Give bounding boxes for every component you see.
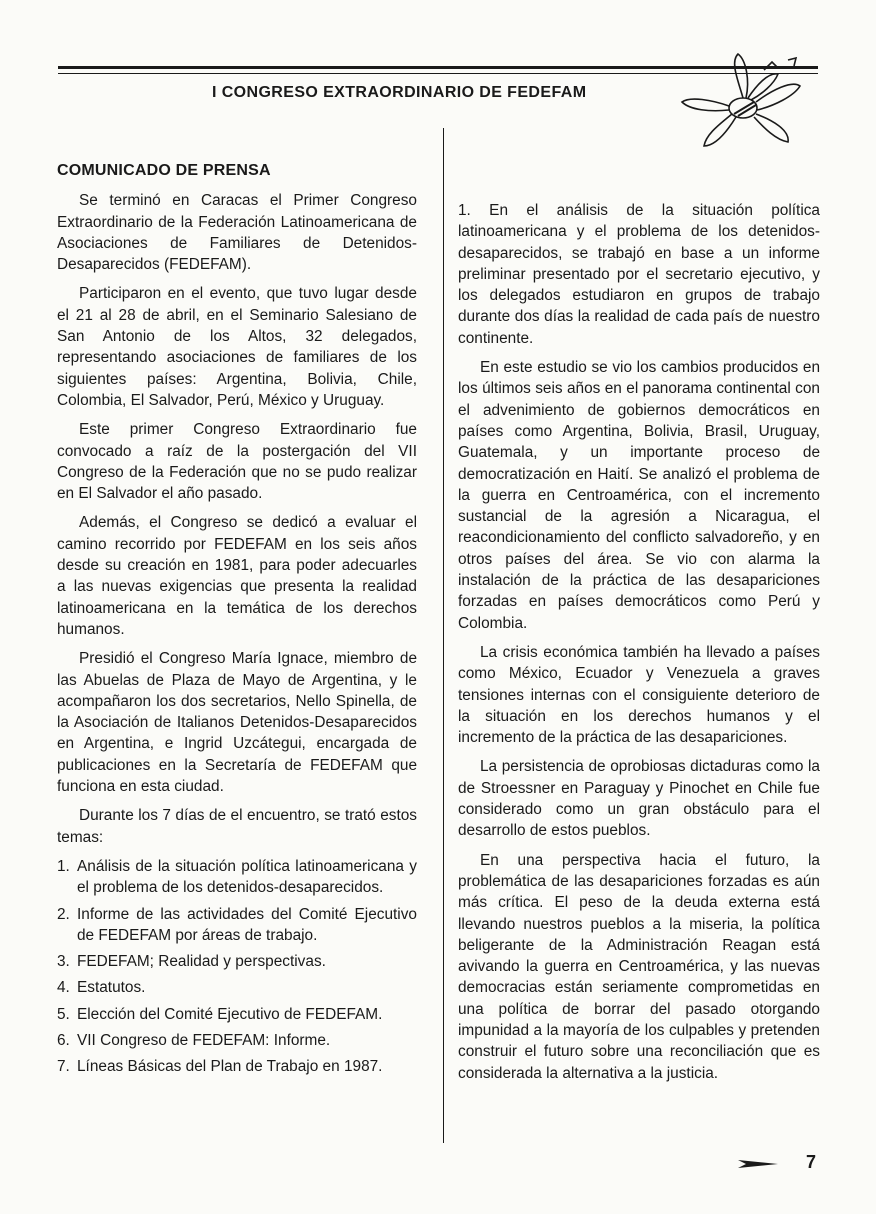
- fedefam-logo-icon: [668, 50, 818, 160]
- paragraph: La persistencia de oprobiosas dictaduras como la de Stroessner en Paraguay y Pinochet en Chile fue considerado como un gran obstáculo para el desarrollo de estos pueblos.: [458, 758, 820, 840]
- paragraph: Participaron en el evento, que tuvo lugar desde el 21 al 28 de abril, en el Seminario Salesiano de San Antonio de los Altos, 32 delegados, representando asociaciones de familiares de los siguientes países: Argentina, Bolivia, Chile, Colombia, El Salvador, Perú, México y Uruguay.: [57, 285, 417, 409]
- list-item: [57, 1030, 417, 1051]
- paragraph: Este primer Congreso Extraordinario fue convocado a raíz de la postergación del VII Congreso de la Federación que no se pudo realizar en El Salvador el año pasado.: [57, 421, 417, 503]
- list-item: [57, 951, 417, 972]
- page-title: I CONGRESO EXTRAORDINARIO DE FEDEFAM: [212, 84, 587, 101]
- paragraph: Se terminó en Caracas el Primer Congreso Extraordinario de la Federación Latinoamericana de Asociaciones de Familiares de Detenidos-Desaparecidos (FEDEFAM).: [57, 192, 417, 274]
- arrow-right-icon: [738, 1158, 778, 1170]
- list-number: 3.: [57, 953, 70, 971]
- list-number: 6.: [57, 1031, 70, 1049]
- paragraph: En una perspectiva hacia el futuro, la problemática de las desapariciones forzadas es aún más crítica. El peso de la deuda externa está llevando nuestros pueblos a la miseria, la política beligerante de la Administración Reagan está avivando la guerra en Centroamérica, y las nuevas democracias están seriamente comprometidas en una política de borrar del pasado otorgando impunidad a la mayoría de los culpables y pretenden construir el futuro sobre una reconciliación que es considerada la alternativa a la justicia.: [458, 851, 820, 1082]
- paragraph: Durante los 7 días de el encuentro, se trató estos temas:: [57, 807, 417, 846]
- list-item: [57, 1004, 417, 1025]
- list-text: FEDEFAM; Realidad y perspectivas.: [77, 953, 326, 971]
- paragraph: La crisis económica también ha llevado a países como México, Ecuador y Venezuela a graves tensiones internas con el consiguiente deterioro de la situación en los derechos humanos y el incremento de la práctica de las desapariciones.: [458, 643, 820, 747]
- list-text: Líneas Básicas del Plan de Trabajo en 1987.: [77, 1058, 383, 1076]
- list-item: [57, 856, 417, 899]
- paragraph: 1. En el análisis de la situación política latinoamericana y el problema de los detenidos-desaparecidos, se trabajó en base a un informe preliminar presentado por el secretario ejecutivo, y los delegados estudiaron en grupos de trabajo durante dos días la realidad de cada país de nuestro continente.: [458, 202, 820, 347]
- list-number: 1.: [57, 857, 70, 875]
- list-text: VII Congreso de FEDEFAM: Informe.: [77, 1031, 331, 1049]
- list-item: [57, 904, 417, 947]
- list-item: [57, 977, 417, 998]
- left-column: [57, 160, 417, 1083]
- topics-list: [57, 856, 417, 1078]
- list-text: Estatutos.: [77, 979, 146, 997]
- column-divider: [443, 128, 444, 1143]
- list-number: 5.: [57, 1005, 70, 1023]
- page-number: 7: [806, 1152, 817, 1172]
- section-title: COMUNICADO DE PRENSA: [57, 162, 271, 179]
- paragraph: En este estudio se vio los cambios producidos en los últimos seis años en el panorama continental con el advenimiento de gobiernos democráticos en países como Argentina, Bolivia, Brasil, Uruguay, Guatemala, y un importante proceso de democratización en Haití. Se analizó el problema de la guerra en Centroamérica, con el incremento sustancial de la agresión a Nicaragua, el reacondicionamiento del conflicto salvadoreño, y en otros países del área. Se vio con alarma la instalación de la práctica de las desapariciones forzadas en países democráticos como Perú y Colombia.: [458, 359, 820, 632]
- right-column: [458, 200, 820, 1092]
- list-text: Elección del Comité Ejecutivo de FEDEFAM.: [77, 1005, 383, 1023]
- list-text: Análisis de la situación política latinoamericana y el problema de los detenidos-desaparecidos.: [77, 857, 417, 897]
- list-text: Informe de las actividades del Comité Ejecutivo de FEDEFAM por áreas de trabajo.: [77, 905, 417, 944]
- paragraph: Presidió el Congreso María Ignace, miembro de las Abuelas de Plaza de Mayo de Argentina, y le acompañaron los dos secretarios, Nello Spinella, de la Asociación de Italianos Detenidos-Desaparecidos en Argentina, e Ingrid Uzcátegui, encargada de publicaciones en la Secretaría de FEDEFAM que funciona en esta ciudad.: [57, 650, 417, 796]
- list-number: 4.: [57, 979, 70, 997]
- list-item: [57, 1056, 417, 1077]
- list-number: 7.: [57, 1058, 70, 1076]
- paragraph: Además, el Congreso se dedicó a evaluar el camino recorrido por FEDEFAM en los seis años desde su creación en 1981, para poder adecuarles a las nuevas exigencias que presenta la realidad latinoamericana en la temática de los derechos humanos.: [57, 514, 417, 638]
- list-number: 2.: [57, 905, 70, 923]
